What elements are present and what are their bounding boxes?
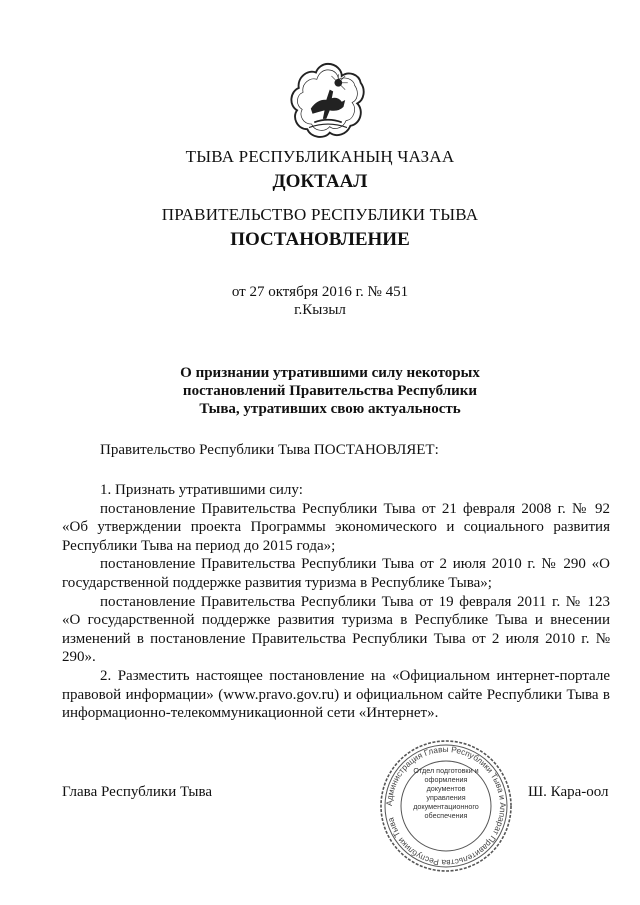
signatory-position: Глава Республики Тыва xyxy=(62,784,213,800)
item-2: 2. Разместить настоящее постановление на «Официальном интернет-портале правовой информации» (www.pravo.gov.ru) и официальном сайте Республики Тыва в информационно-телекоммуникационной сети «Интернет». xyxy=(62,667,610,722)
tuva-coat-of-arms-icon xyxy=(285,57,371,143)
preamble-text: Правительство Республики Тыва ПОСТАНОВЛЯЕТ: xyxy=(100,442,439,458)
document-subject xyxy=(160,364,500,418)
subject-line: постановлений Правительства Республики xyxy=(182,383,478,399)
russian-government-title: ПРАВИТЕЛЬСТВО РЕСПУБЛИКИ ТЫВА xyxy=(161,205,479,224)
russian-doc-type: ПОСТАНОВЛЕНИЕ xyxy=(230,229,410,250)
tuvan-government-title: ТЫВА РЕСПУБЛИКАНЫҢ ЧАЗАА xyxy=(185,147,455,166)
tuvan-doc-type: ДОКТААЛ xyxy=(272,171,368,192)
item-1-resolution-a: постановление Правительства Республики Тыва от 21 февраля 2008 г. № 92 «Об утверждении проекта Программы экономического и социального развития Республики Тыва на период до 2015 года»; xyxy=(62,500,610,554)
stamp-ring-text: Администрация Главы Республики Тыва и Аппарат Правительства Республики Тыва xyxy=(383,743,509,869)
signatory-name: Ш. Кара-оол xyxy=(528,784,609,800)
document-date-number: от 27 октября 2016 г. № 451 xyxy=(231,284,409,300)
item-1-resolution-c: постановление Правительства Республики Тыва от 19 февраля 2011 г. № 123 «О государственной поддержке развития туризма в Республике Тыва и внесении изменений в постановление Правительства Республики Тыва от 2 июля 2010 г. № 290». xyxy=(62,593,610,666)
subject-line: Тыва, утративших свою актуальность xyxy=(199,401,461,417)
document-city: г.Кызыл xyxy=(294,302,346,318)
item-1-title: 1. Признать утратившими силу: xyxy=(100,482,303,498)
stamp-inner-text: Отдел подготовки и оформления документов управления документационного обеспечения xyxy=(413,766,479,820)
subject-line: О признании утратившими силу некоторых xyxy=(180,365,480,381)
item-1-resolution-b: постановление Правительства Республики Тыва от 2 июля 2010 г. № 290 «О государственной поддержке развития туризма в Республике Тыва»; xyxy=(62,556,610,591)
preamble xyxy=(62,441,610,460)
document-body xyxy=(62,481,610,723)
